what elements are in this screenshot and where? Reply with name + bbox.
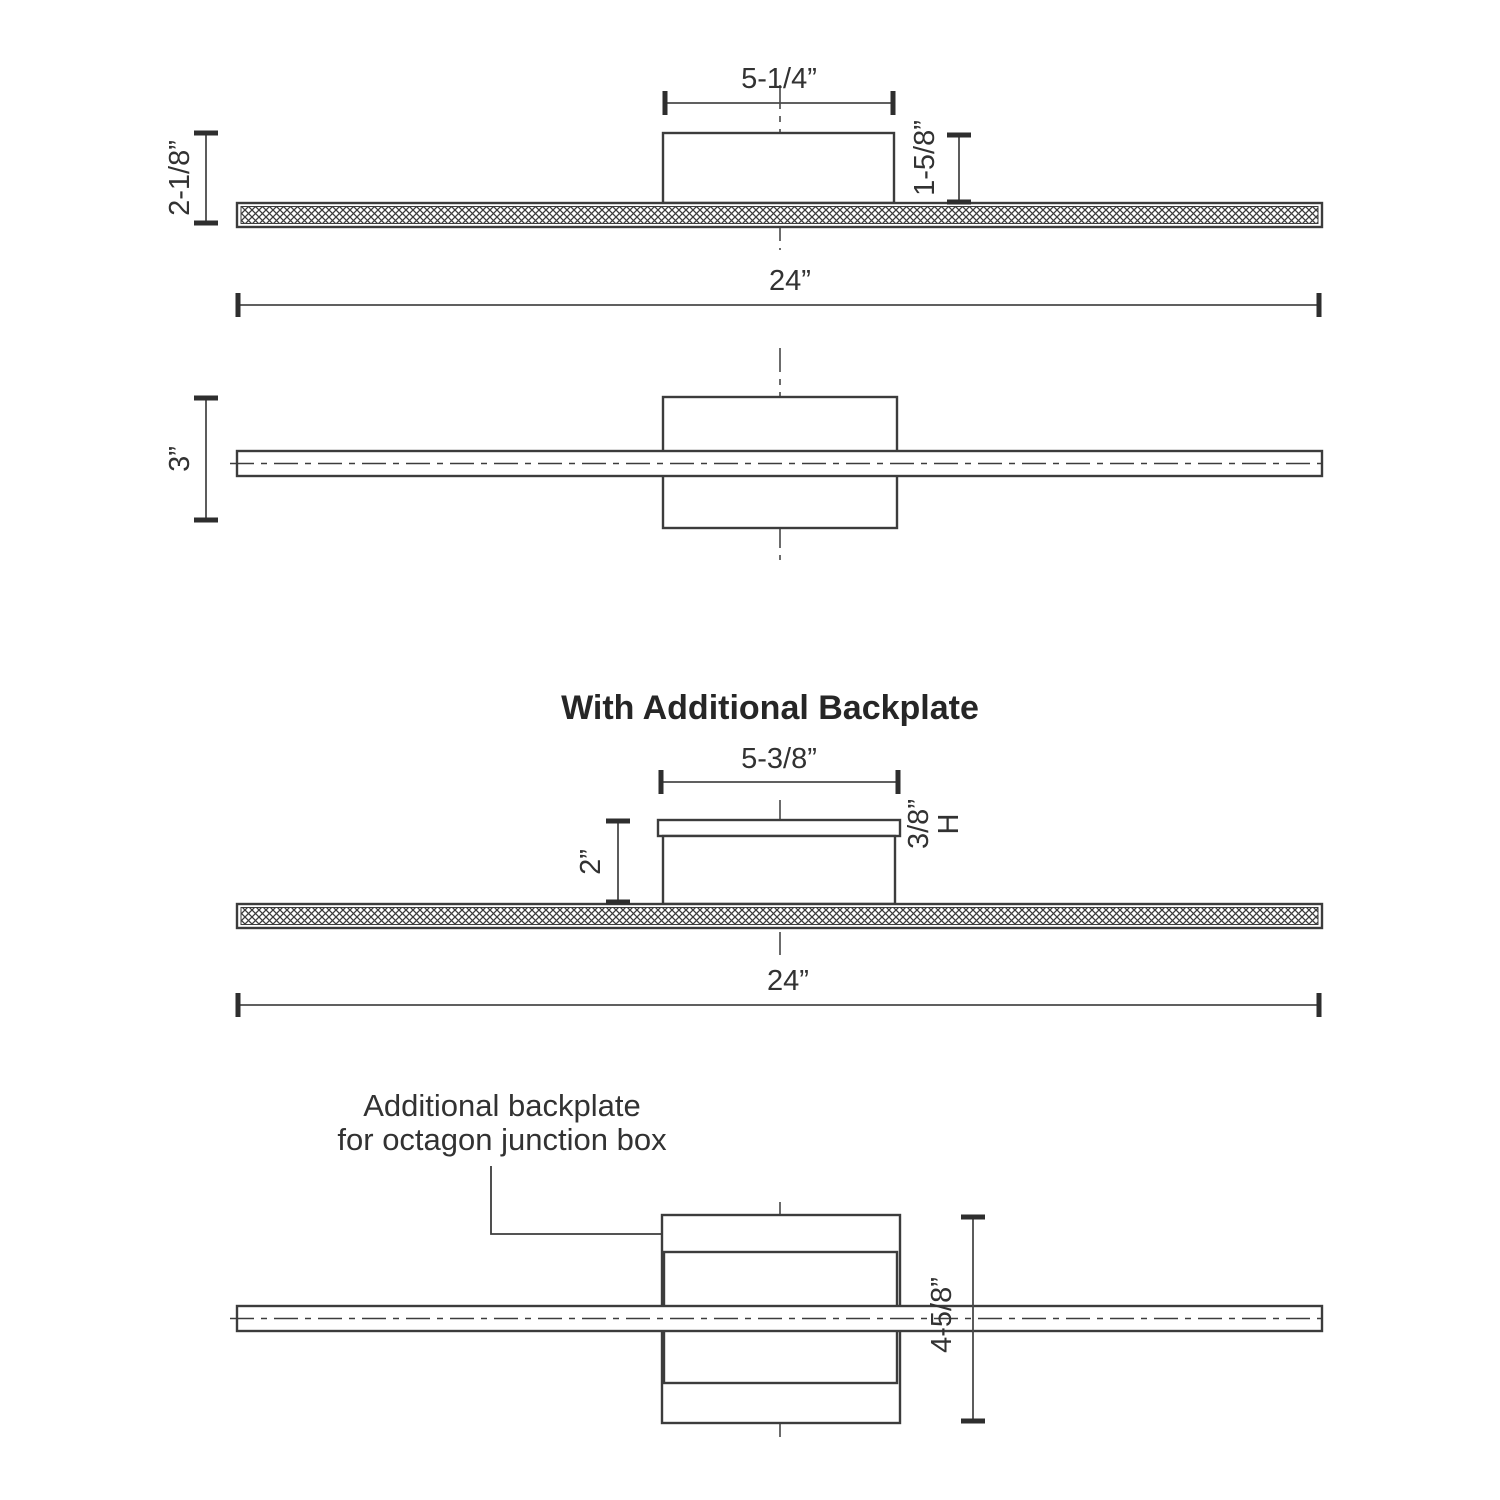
backplate-callout [337,1088,714,1240]
callout-line1: Additional backplate [363,1088,641,1123]
dim-plate-height-text: 3/8” [903,799,935,849]
front-view-canopy [663,133,894,203]
dim-overall-length-2-text: 24” [767,965,809,997]
dim-depth [164,398,218,520]
section-title: With Additional Backplate [561,689,979,727]
top-view [164,348,1329,560]
top-view-backplate [230,1202,1329,1437]
dim-backplate-canopy-height [575,821,630,902]
backplate-plate [658,820,900,836]
dim-backplate-canopy-height-text: 2” [575,849,607,875]
dim-overall-length-2 [238,965,1319,1017]
dim-canopy-width-text: 5-1/4” [741,63,817,95]
dim-overall-length-1 [238,265,1319,317]
front-view-backplate [237,743,1322,1017]
dim-total-height-text: 2-1/8” [164,140,196,216]
dim-backplate-depth-text: 4-5/8” [926,1277,958,1353]
front-view-light-bar-hatch [241,207,1318,224]
dim-canopy-width [665,63,893,115]
dim-canopy-height-text: 1-5/8” [909,120,941,196]
dim-total-height [164,133,218,223]
front-view-backplate-light-bar-hatch [241,908,1318,925]
dim-overall-length-1-text: 24” [769,265,811,297]
front-view-backplate-canopy [663,836,895,904]
callout-line2: for octagon junction box [337,1122,667,1157]
dim-backplate-width-text: 5-3/8” [741,743,817,775]
dim-plate-height-suffix: H [933,813,965,835]
dim-canopy-height [909,120,971,202]
dim-backplate-width [661,743,898,794]
dim-plate-height [903,799,965,849]
front-view [164,63,1322,317]
dim-depth-text: 3” [164,446,196,472]
